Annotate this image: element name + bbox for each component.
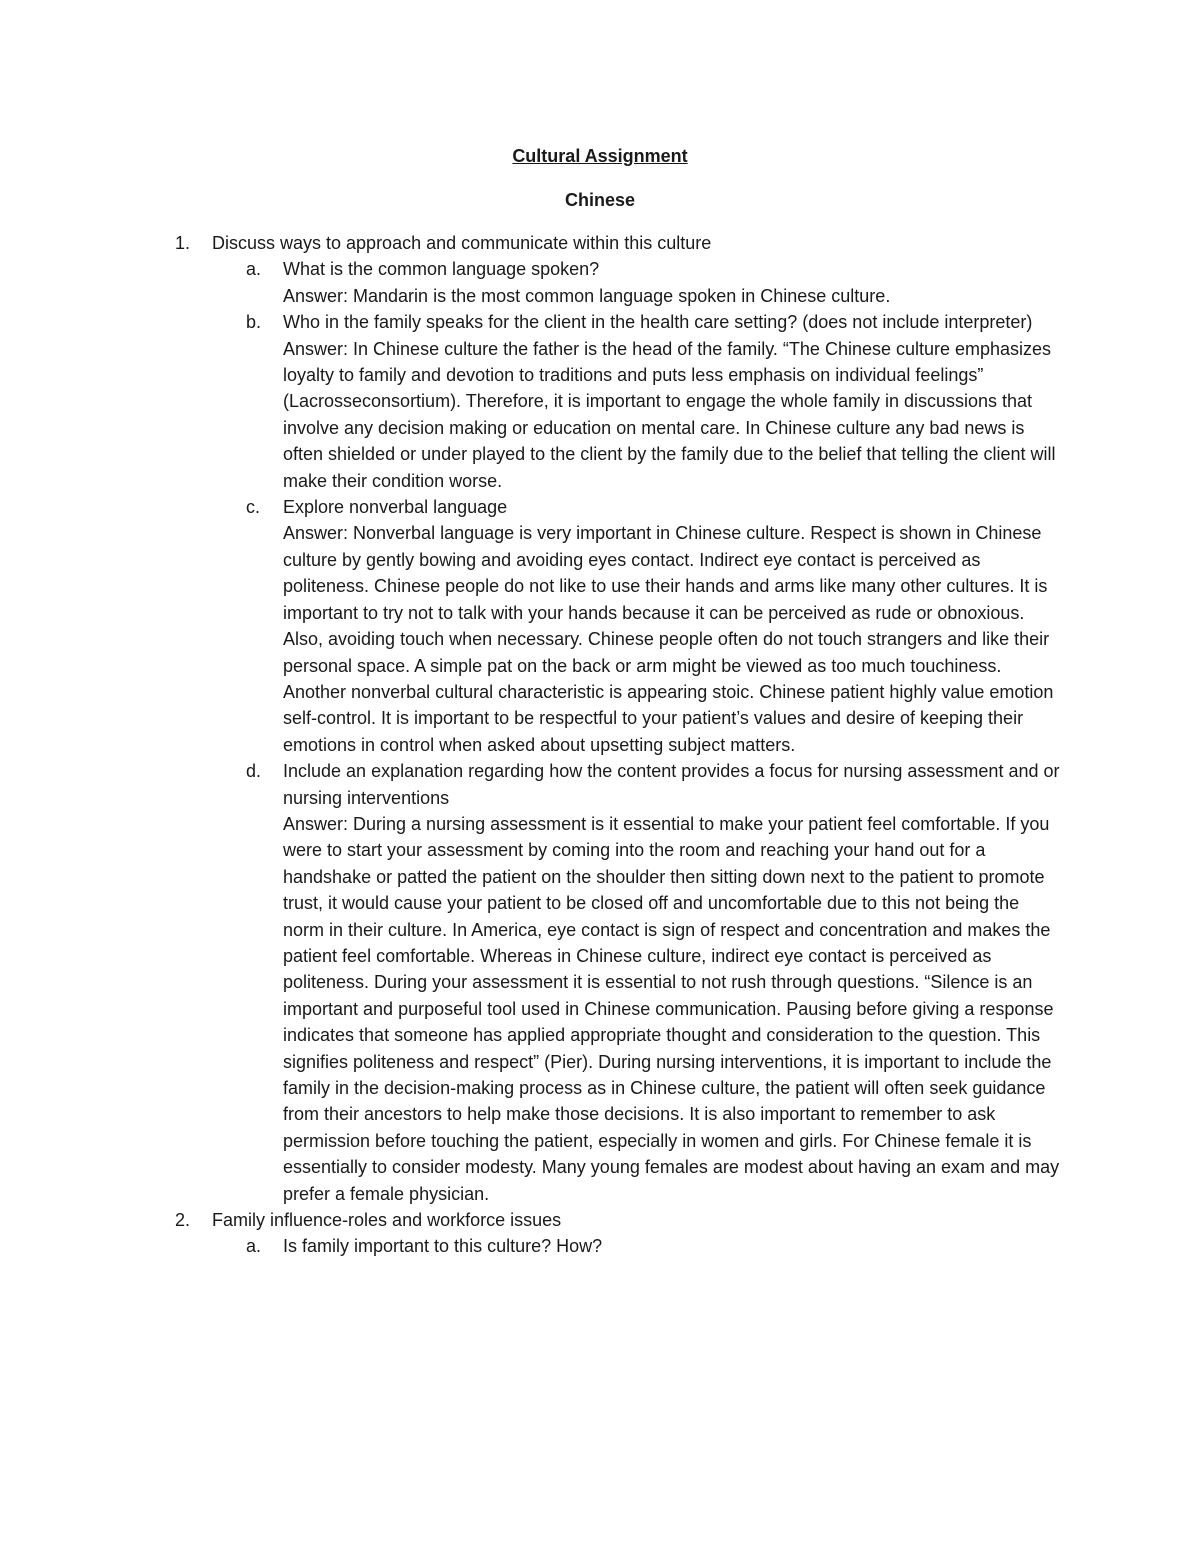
document-title: Cultural Assignment xyxy=(512,146,688,166)
item-1b-answer: Answer: In Chinese culture the father is the head of the family. “The Chinese culture emphasizes loyalty to family and devotion to traditions and puts less emphasis on individual feelings” (Lacrosseconsortium). Therefore, it is important to engage the whole family in discussions that involve any decision making or education on mental care. In Chinese culture any bad news is often shielded or under played to the client by the family due to the belief that telling the client will make their condition worse. xyxy=(283,338,1056,491)
item-1b xyxy=(0,309,1200,494)
item-1d-letter: d. xyxy=(246,761,262,782)
document-body xyxy=(0,230,1200,1260)
item-1b-letter: b. xyxy=(246,312,262,333)
section-1-number: 1. xyxy=(175,233,191,253)
item-1d-answer: Answer: During a nursing assessment is it essential to make your patient feel comfortable. If you were to start your assessment by coming into the room and reaching your hand out for a handshake or patted the patient on the shoulder then sitting down next to the patient to promote trust, it would cause your patient to be closed off and uncomfortable due to this not being the norm in their culture. In America, eye contact is sign of respect and concentration and makes the patient feel comfortable. Whereas in Chinese culture, indirect eye contact is perceived as politeness. During your assessment it is essential to not rush through questions. “Silence is an important and purposeful tool used in Chinese communication. Pausing before giving a response indicates that someone has applied appropriate thought and consideration to the question. This signifies politeness and respect” (Pier). During nursing interventions, it is important to include the family in the decision-making process as in Chinese culture, the patient will often seek guidance from their ancestors to help make those decisions. It is also important to remember to ask permission before touching the patient, especially in women and girls. For Chinese female it is essentially to consider modesty. Many young females are modest about having an exam and may prefer a female physician. xyxy=(283,813,1060,1204)
item-1a-answer: Answer: Mandarin is the most common language spoken in Chinese culture. xyxy=(283,285,891,306)
document-subtitle: Chinese xyxy=(564,190,636,210)
item-2a xyxy=(0,1233,1200,1259)
item-1a-question: What is the common language spoken? xyxy=(283,259,600,280)
item-1c-question: Explore nonverbal language xyxy=(283,497,508,518)
section-2-text: Family influence-roles and workforce issues xyxy=(212,1210,562,1231)
item-1c xyxy=(0,494,1200,758)
item-1b-question: Who in the family speaks for the client in the health care setting? (does not include interpreter) xyxy=(283,312,1033,333)
section-2-number: 2. xyxy=(175,1210,191,1231)
section-1-heading xyxy=(0,230,1200,256)
item-1c-answer: Answer: Nonverbal language is very important in Chinese culture. Respect is shown in Chinese culture by gently bowing and avoiding eyes contact. Indirect eye contact is perceived as politeness. Chinese people do not like to use their hands and arms like many other cultures. It is important to try not to talk with your hands because it can be perceived as rude or obnoxious. Also, avoiding touch when necessary. Chinese people often do not touch strangers and like their personal space. A simple pat on the back or arm might be viewed as too much touchiness. Another nonverbal cultural characteristic is appearing stoic. Chinese patient highly value emotion self-control. It is important to be respectful to your patient’s values and desire of keeping their emotions in control when asked about upsetting subject matters. xyxy=(283,523,1054,755)
item-1d-question: Include an explanation regarding how the content provides a focus for nursing assessment and or nursing interventions xyxy=(283,761,1060,808)
section-2-heading xyxy=(0,1207,1200,1233)
section-1-text: Discuss ways to approach and communicate within this culture xyxy=(212,233,712,253)
item-2a-letter: a. xyxy=(246,1236,262,1257)
item-1d xyxy=(0,758,1200,1207)
item-1c-letter: c. xyxy=(246,497,261,518)
item-2a-question: Is family important to this culture? How? xyxy=(283,1236,603,1257)
item-1a-letter: a. xyxy=(246,259,262,280)
item-1a xyxy=(0,256,1200,309)
